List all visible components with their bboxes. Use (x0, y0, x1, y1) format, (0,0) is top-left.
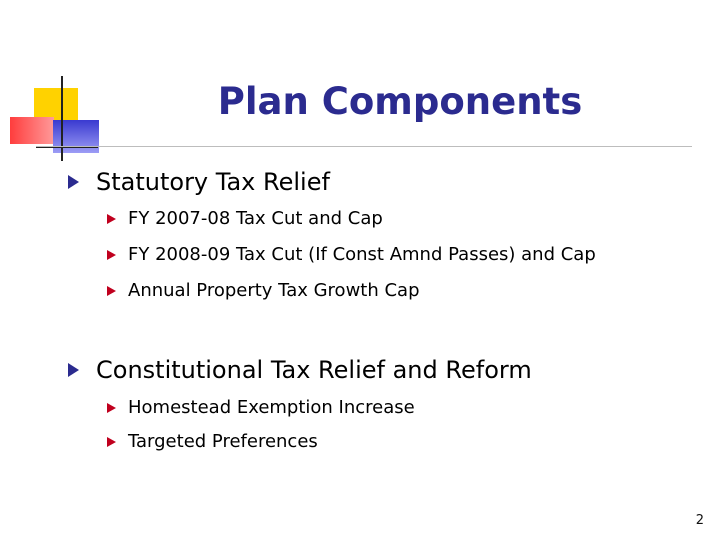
section-heading: Constitutional Tax Relief and Reform (96, 356, 532, 384)
list-item: Targeted Preferences (128, 431, 318, 452)
sub-bullet-icon (107, 250, 116, 260)
blue-square (53, 120, 99, 153)
sub-bullet-icon (107, 403, 116, 413)
sub-bullet-icon (107, 437, 116, 447)
sub-bullet-icon (107, 214, 116, 224)
bullet-icon (68, 363, 79, 377)
list-item: FY 2007-08 Tax Cut and Cap (128, 208, 383, 229)
logo-vertical-line (61, 76, 63, 161)
title-divider (36, 146, 692, 147)
bullet-icon (68, 175, 79, 189)
sub-bullet-icon (107, 286, 116, 296)
section-heading: Statutory Tax Relief (96, 168, 330, 196)
list-item: FY 2008-09 Tax Cut (If Const Amnd Passes) and Cap (128, 244, 596, 265)
slide-title: Plan Components (217, 80, 583, 123)
page-number: 2 (695, 513, 704, 528)
red-square (10, 117, 54, 144)
list-item: Annual Property Tax Growth Cap (128, 280, 420, 301)
list-item: Homestead Exemption Increase (128, 397, 415, 418)
decorative-squares-logo (0, 0, 110, 170)
